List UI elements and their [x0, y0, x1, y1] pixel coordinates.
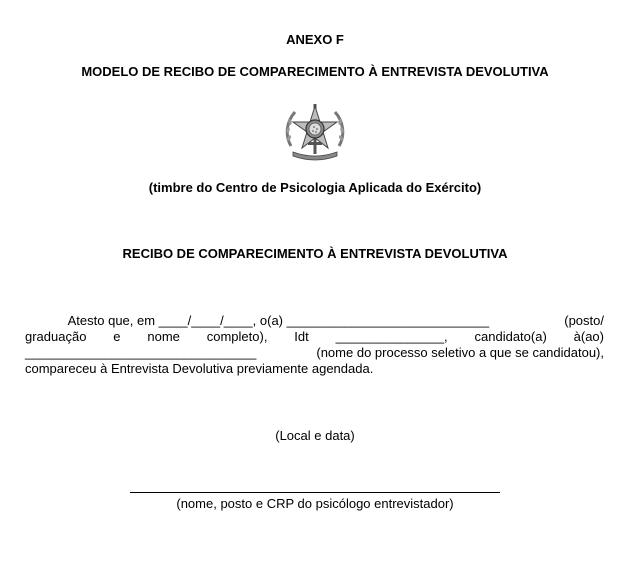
signature-line	[130, 492, 500, 493]
local-and-date: (Local e data)	[275, 428, 355, 443]
body-line-4-text: compareceu à Entrevista Devolutiva previamente agendada.	[25, 361, 374, 376]
body-line-4	[25, 361, 604, 377]
body-word: à(ao)	[573, 329, 604, 344]
signature-caption: (nome, posto e CRP do psicólogo entrevistador)	[176, 496, 454, 511]
body-word: Idt	[294, 329, 309, 344]
receipt-title: RECIBO DE COMPARECIMENTO À ENTREVISTA DEVOLUTIVA	[122, 246, 508, 261]
letterhead-note: (timbre do Centro de Psicologia Aplicada do Exército)	[148, 180, 482, 195]
body-line-1-end: (posto/	[564, 313, 604, 328]
body-line-1	[25, 313, 604, 329]
body-line-3	[25, 345, 604, 361]
body-line-3-text: (nome do processo seletivo a que se candidatou),	[316, 345, 604, 360]
body-word: completo),	[206, 329, 268, 344]
brazil-coat-of-arms-icon	[281, 102, 349, 162]
annex-title: ANEXO F	[286, 32, 344, 47]
body-word: candidato(a)	[474, 329, 547, 344]
body-line-2	[25, 329, 604, 345]
body-word: _______________,	[335, 329, 448, 344]
body-line-3-blank: ________________________________	[25, 345, 257, 360]
body-line-1-text: Atesto que, em ____/____/____, o(a) ____________________________	[25, 313, 490, 328]
body-word: nome	[147, 329, 180, 344]
model-title: MODELO DE RECIBO DE COMPARECIMENTO À ENTREVISTA DEVOLUTIVA	[81, 64, 549, 79]
body-word: e	[113, 329, 121, 344]
body-word: graduação	[25, 329, 87, 344]
